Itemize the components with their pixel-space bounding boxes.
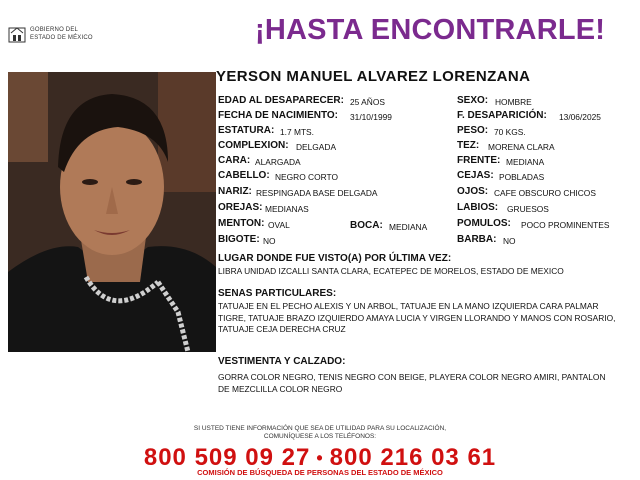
value-barba: NO [503, 236, 516, 246]
field-cara: CARA: [218, 155, 251, 166]
value-ojos: CAFE OBSCURO CHICOS [494, 188, 596, 198]
logo-line-2: ESTADO DE MÉXICO [30, 35, 93, 41]
field-fecha-nacimiento: FECHA DE NACIMIENTO: [218, 110, 338, 121]
value-frente: MEDIANA [506, 157, 545, 167]
value-boca: MEDIANA [389, 222, 428, 232]
field-ojos: OJOS: [457, 186, 489, 197]
senas-value: TATUAJE EN EL PECHO ALEXIS Y UN ARBOL, TATUAJE EN LA MANO IZQUIERDA CARA PALMAR TIGRE, TATUAJE BRAZO IZQUIERDO AMAYA LUCIA Y VIRGEN LLORANDO Y MANOS CON ROSARIO, TATUAJE CEJA DERECHA CRUZ [218, 301, 616, 334]
field-f-desaparicion: F. DESAPARICIÓN: [457, 110, 547, 121]
field-frente: FRENTE: [457, 155, 501, 166]
bullet-separator-icon: • [316, 448, 324, 469]
field-orejas: OREJAS: [218, 202, 263, 213]
field-edad: EDAD AL DESAPARECER: [218, 95, 344, 106]
value-edad: 25 AÑOS [350, 97, 385, 107]
headline: ¡HASTA ENCONTRARLE! [255, 14, 606, 46]
value-cabello: NEGRO CORTO [275, 172, 338, 182]
comision-name: COMISIÓN DE BÚSQUEDA DE PERSONAS DEL ESTADO DE MÉXICO [197, 468, 443, 477]
field-sexo: SEXO: [457, 95, 489, 106]
lugar-label: LUGAR DONDE FUE VISTO(A) POR ÚLTIMA VEZ: [218, 253, 452, 264]
value-sexo: HOMBRE [495, 97, 532, 107]
person-photo [8, 72, 216, 352]
field-bigote: BIGOTE: [218, 234, 260, 245]
field-cejas: CEJAS: [457, 170, 494, 181]
value-menton: OVAL [268, 220, 290, 230]
senas-label: SENAS PARTICULARES: [218, 288, 337, 299]
value-pomulos: POCO PROMINENTES [521, 220, 610, 230]
value-peso: 70 KGS. [494, 127, 526, 137]
field-labios: LABIOS: [457, 202, 499, 213]
value-complexion: DELGADA [296, 142, 337, 152]
value-fecha-nacimiento: 31/10/1999 [350, 112, 392, 122]
field-barba: BARBA: [457, 234, 497, 245]
value-cara: ALARGADA [255, 157, 301, 167]
field-menton: MENTON: [218, 218, 265, 229]
field-estatura: ESTATURA: [218, 125, 275, 136]
value-estatura: 1.7 MTS. [280, 127, 314, 137]
phone-1[interactable]: 800 509 09 27 [143, 444, 311, 471]
field-boca: BOCA: [350, 220, 383, 231]
field-peso: PESO: [457, 125, 489, 136]
value-cejas: POBLADAS [499, 172, 545, 182]
coat-of-arms-icon [8, 24, 26, 44]
info-line-2: COMUNÍQUESE A LOS TELÉFONOS: [263, 433, 377, 440]
value-labios: GRUESOS [507, 204, 549, 214]
logo-line-1: GOBIERNO DEL [30, 27, 79, 33]
government-logo [8, 22, 118, 48]
field-tez: TEZ: [457, 140, 480, 151]
field-complexion: COMPLEXION: [218, 140, 289, 151]
value-orejas: MEDIANAS [265, 204, 309, 214]
person-name: YERSON MANUEL ALVAREZ LORENZANA [216, 68, 531, 85]
portrait-illustration [8, 72, 216, 352]
field-cabello: CABELLO: [218, 170, 270, 181]
value-f-desaparicion: 13/06/2025 [559, 112, 601, 122]
vestimenta-label: VESTIMENTA Y CALZADO: [218, 356, 346, 367]
value-bigote: NO [263, 236, 276, 246]
field-nariz: NARIZ: [218, 186, 252, 197]
value-tez: MORENA CLARA [488, 142, 555, 152]
lugar-value: LIBRA UNIDAD IZCALLI SANTA CLARA, ECATEPEC DE MORELOS, ESTADO DE MEXICO [218, 266, 564, 276]
phone-2[interactable]: 800 216 03 61 [329, 444, 497, 471]
vestimenta-value: GORRA COLOR NEGRO, TENIS NEGRO CON BEIGE, PLAYERA COLOR NEGRO AMIRI, PANTALON DE MEZCLILLA COLOR NEGRO [218, 372, 606, 394]
value-nariz: RESPINGADA BASE DELGADA [256, 188, 378, 198]
field-pomulos: POMULOS: [457, 218, 511, 229]
info-line-1: SI USTED TIENE INFORMACIÓN QUE SEA DE UTILIDAD PARA SU LOCALIZACIÓN, [193, 425, 447, 432]
